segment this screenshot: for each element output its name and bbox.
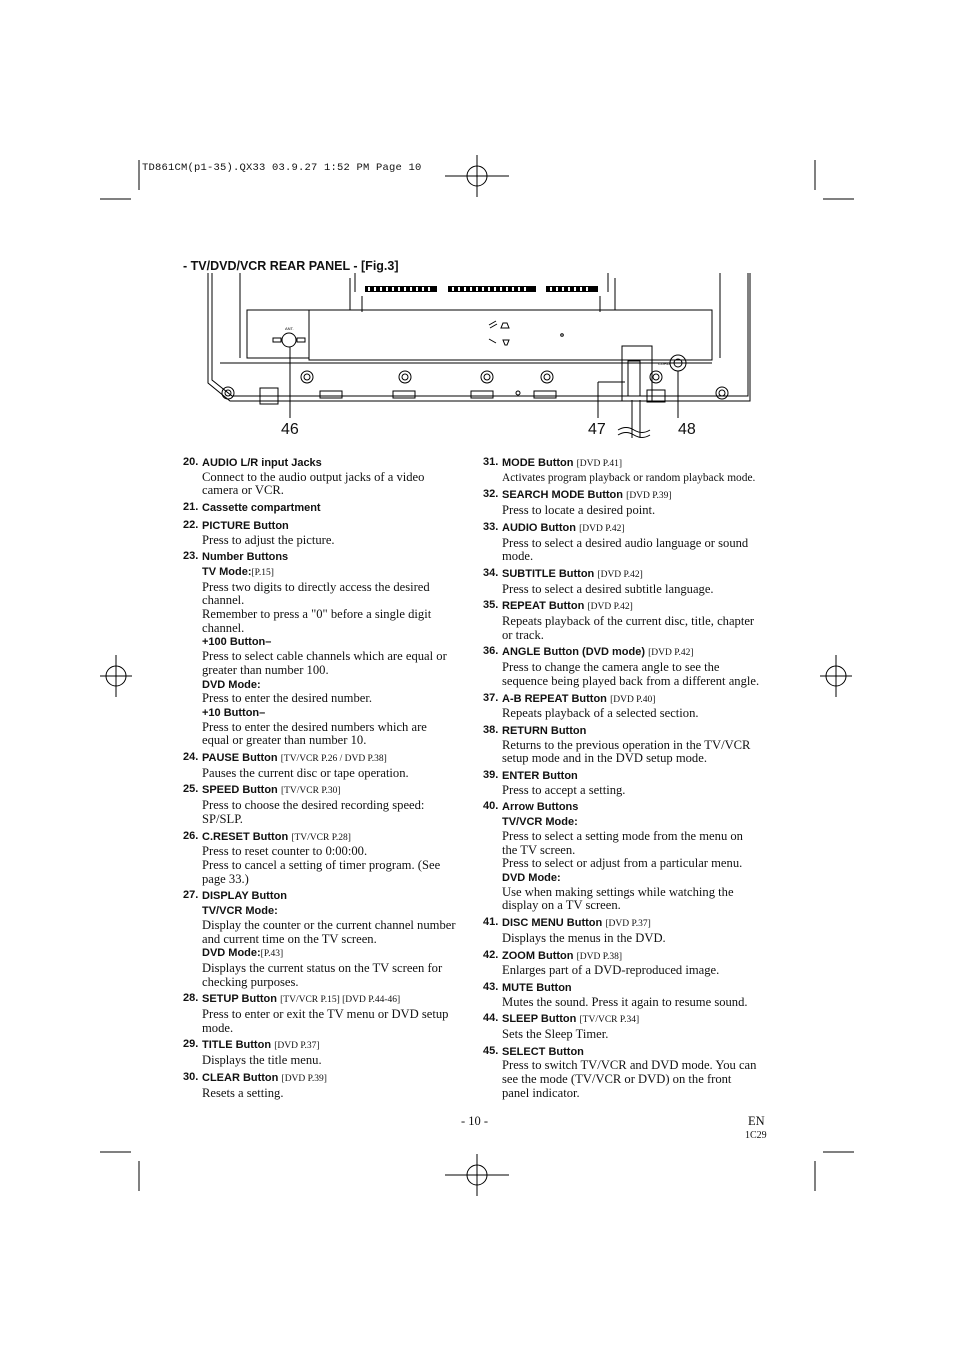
subsection-description-line: Press to select cable channels which are equal or — [202, 649, 447, 664]
language-code: EN — [748, 1114, 765, 1128]
list-item — [183, 1071, 473, 1100]
item-title: A-B REPEAT Button — [502, 692, 607, 705]
item-heading — [502, 488, 773, 504]
subsection-description-line: equal or greater than number 10. — [202, 733, 367, 748]
item-description-line: Press to choose the desired recording speed: — [202, 798, 425, 813]
item-number: 22. — [183, 518, 199, 531]
subsection-label: TV Mode: — [202, 565, 252, 578]
list-item — [483, 800, 773, 913]
item-title: SETUP Button — [202, 993, 277, 1006]
item-heading — [202, 1038, 473, 1054]
item-number: 45. — [483, 1044, 499, 1057]
subsection-heading — [502, 815, 773, 830]
subsection-description-line: Press to select or adjust from a particular menu. — [502, 856, 743, 871]
item-heading — [502, 692, 773, 708]
item-page-ref: [TV/VCR P.30] — [280, 786, 341, 797]
item-number: 41. — [483, 916, 499, 929]
item-description-line: page 33.) — [202, 871, 249, 886]
subsection-description-line: Display the counter or the current channel number — [202, 917, 456, 932]
item-heading — [502, 949, 773, 965]
item-description-line: setup mode and in the DVD setup mode. — [502, 751, 707, 766]
item-title: PICTURE Button — [202, 519, 289, 532]
subsection-description-line: Press two digits to directly access the desired — [202, 579, 430, 594]
list-item — [483, 916, 773, 945]
item-title: TITLE Button — [202, 1039, 272, 1052]
item-heading — [202, 501, 473, 516]
item-number: 21. — [183, 501, 199, 514]
list-item — [183, 550, 473, 748]
item-page-ref: [TV/VCR P.26 / DVD P.38] — [280, 754, 387, 765]
item-number: 39. — [483, 769, 499, 782]
subsection-description-line: Press to enter the desired numbers which are — [202, 719, 427, 734]
list-item — [483, 456, 773, 485]
subsection-description-line: display on a TV screen. — [502, 898, 621, 913]
item-heading — [502, 567, 773, 583]
subsection-label: DVD Mode: — [502, 871, 561, 884]
item-description-line: Repeats playback of a selected section. — [502, 706, 699, 721]
list-item — [183, 1038, 473, 1067]
item-number: 23. — [183, 550, 199, 563]
item-description-line: Pauses the current disc or tape operation. — [202, 765, 409, 780]
item-title: ENTER Button — [502, 770, 578, 783]
item-title: MUTE Button — [502, 981, 572, 994]
list-item — [483, 1045, 773, 1101]
item-title: Cassette compartment — [202, 502, 321, 515]
item-description-line: or track. — [502, 627, 544, 642]
list-item — [483, 692, 773, 721]
subsection-heading — [202, 635, 473, 650]
section-title: - TV/DVD/VCR REAR PANEL - [Fig.3] — [183, 259, 399, 273]
subsection-page-ref: [P.43] — [260, 949, 284, 960]
callout-47: 47 — [588, 421, 606, 438]
item-page-ref: [DVD P.37] — [605, 919, 651, 930]
list-item — [483, 1012, 773, 1041]
item-page-ref: [DVD P.39] — [626, 491, 672, 502]
item-description-line: Press to locate a desired point. — [502, 503, 656, 518]
list-item — [483, 981, 773, 1009]
item-description-line: Enlarges part of a DVD-reproduced image. — [502, 963, 720, 978]
item-description-line: camera or VCR. — [202, 483, 284, 498]
item-number: 32. — [483, 488, 499, 501]
item-title: AUDIO Button — [502, 521, 576, 534]
list-item — [483, 949, 773, 978]
list-item — [183, 889, 473, 989]
item-page-ref: [DVD P.41] — [576, 459, 623, 469]
item-heading — [502, 981, 773, 996]
list-item — [483, 599, 773, 642]
item-page-ref: [TV/VCR P.34] — [579, 1015, 640, 1026]
subsection-description-line: the TV screen. — [502, 842, 576, 857]
subsection-description-line: Press to select a setting mode from the menu on — [502, 828, 743, 843]
item-description-line: mode. — [202, 1020, 234, 1035]
subsection-label: +100 Button– — [202, 636, 272, 649]
item-number: 38. — [483, 723, 499, 736]
item-page-ref: [DVD P.42] — [648, 648, 694, 659]
items-right-column — [483, 456, 773, 1104]
item-heading — [502, 521, 773, 537]
item-title: RETURN Button — [502, 724, 587, 737]
item-heading — [502, 916, 773, 932]
item-description-line: Press to select a desired audio language or sound — [502, 535, 749, 550]
item-heading — [202, 783, 473, 799]
item-number: 27. — [183, 889, 199, 902]
subsection-label: +10 Button– — [202, 706, 266, 719]
item-description-line: Displays the menus in the DVD. — [502, 930, 666, 945]
item-heading — [502, 599, 773, 615]
subsection-description-line: Use when making settings while watching the — [502, 884, 734, 899]
item-page-ref: [DVD P.40] — [610, 694, 656, 705]
item-heading — [202, 992, 473, 1008]
subsection-label: DVD Mode: — [202, 678, 261, 691]
subsection-heading — [202, 678, 473, 693]
callout-48: 48 — [678, 421, 696, 438]
subsection-description-line: checking purposes. — [202, 974, 299, 989]
item-title: ZOOM Button — [502, 949, 574, 962]
item-title: SEARCH MODE Button — [502, 489, 623, 502]
subsection-label: TV/VCR Mode: — [502, 816, 578, 829]
item-title: MODE Button — [502, 457, 574, 469]
item-title: SPEED Button — [202, 784, 278, 797]
document-code: 1C29 — [745, 1130, 767, 1141]
item-heading — [202, 830, 473, 846]
item-title: AUDIO L/R input Jacks — [202, 457, 322, 469]
item-description-line: sequence being played back from a different angle. — [502, 673, 760, 688]
item-number: 43. — [483, 980, 499, 993]
item-title: CLEAR Button — [202, 1071, 279, 1084]
item-heading — [502, 1012, 773, 1028]
list-item — [183, 751, 473, 780]
subsection-description-line: channel. — [202, 620, 245, 635]
item-title: SLEEP Button — [502, 1013, 577, 1026]
page-number: - 10 - — [461, 1114, 489, 1128]
item-description-line: mode. — [502, 549, 534, 564]
item-description-line: Sets the Sleep Timer. — [502, 1027, 609, 1042]
subsection-heading — [202, 565, 473, 581]
ant-label: ANT. — [285, 326, 294, 331]
items-left-column — [183, 456, 473, 1103]
item-description-line: Mutes the sound. Press it again to resume sound. — [502, 994, 748, 1009]
item-description-line: Resets a setting. — [202, 1085, 284, 1100]
item-heading — [502, 1045, 773, 1060]
item-heading — [502, 645, 773, 661]
item-number: 40. — [483, 800, 499, 813]
item-heading — [502, 800, 773, 815]
item-number: 35. — [483, 599, 499, 612]
item-page-ref: [DVD P.42] — [597, 569, 643, 580]
item-description-line: Press to adjust the picture. — [202, 532, 335, 547]
item-title: Arrow Buttons — [502, 801, 579, 814]
list-item — [183, 830, 473, 887]
list-item — [183, 519, 473, 547]
item-description-line: see the mode (TV/VCR or DVD) on the front — [502, 1072, 732, 1087]
item-page-ref: [DVD P.38] — [576, 951, 623, 962]
item-number: 44. — [483, 1012, 499, 1025]
subsection-description-line: greater than number 100. — [202, 662, 329, 677]
item-title: REPEAT Button — [502, 600, 585, 613]
item-number: 20. — [183, 456, 199, 468]
item-number: 33. — [483, 520, 499, 533]
item-heading — [202, 751, 473, 767]
item-page-ref: [DVD P.42] — [587, 602, 633, 613]
item-description-line: Press to change the camera angle to see the — [502, 660, 720, 675]
file-header: TD861CM(p1-35).QX33 03.9.27 1:52 PM Page 10 — [142, 162, 422, 174]
item-number: 34. — [483, 566, 499, 579]
item-number: 30. — [183, 1070, 199, 1083]
item-title: DISC MENU Button — [502, 917, 603, 930]
item-description-line: Press to switch TV/VCR and DVD mode. You can — [502, 1058, 757, 1073]
subsection-description-line: channel. — [202, 593, 245, 608]
item-page-ref: [DVD P.39] — [281, 1073, 327, 1084]
item-number: 42. — [483, 948, 499, 961]
subsection-description-line: Press to enter the desired number. — [202, 691, 372, 706]
item-title: SUBTITLE Button — [502, 567, 595, 580]
list-item — [483, 645, 773, 688]
item-number: 31. — [483, 456, 499, 468]
item-number: 26. — [183, 829, 199, 842]
subsection-label: TV/VCR Mode: — [202, 905, 278, 918]
item-title: SELECT Button — [502, 1045, 584, 1058]
subsection-heading — [202, 946, 473, 962]
item-description-line: Repeats playback of the current disc, title, chapter — [502, 614, 755, 629]
item-page-ref: [TV/VCR P.28] — [291, 832, 351, 843]
item-description-line: Returns to the previous operation in the TV/VCR — [502, 737, 751, 752]
item-description-line: Press to cancel a setting of timer program. (See — [202, 857, 441, 872]
item-heading — [202, 519, 473, 534]
item-title: ANGLE Button (DVD mode) — [502, 646, 645, 659]
subsection-label: DVD Mode: — [202, 947, 261, 960]
item-number: 24. — [183, 751, 199, 764]
item-description-line: Press to accept a setting. — [502, 782, 626, 797]
item-title: Number Buttons — [202, 551, 289, 564]
list-item — [183, 501, 473, 516]
item-heading — [202, 889, 473, 904]
item-description-line: Press to reset counter to 0:00:00. — [202, 844, 368, 859]
item-number: 25. — [183, 783, 199, 796]
item-description-line: Activates program playback or random playback mode. — [502, 471, 756, 484]
item-heading — [202, 1071, 473, 1087]
list-item — [183, 783, 473, 826]
item-number: 28. — [183, 992, 199, 1005]
callout-46: 46 — [281, 421, 299, 438]
subsection-heading — [202, 904, 473, 919]
item-heading — [502, 769, 773, 784]
item-number: 37. — [483, 691, 499, 704]
item-heading — [502, 724, 773, 739]
list-item — [483, 488, 773, 517]
item-description-line: Press to enter or exit the TV menu or DVD setup — [202, 1007, 449, 1022]
subsection-description-line: and current time on the TV screen. — [202, 931, 377, 946]
cord-label: CORD — [658, 361, 670, 366]
item-heading — [502, 456, 773, 472]
item-description-line: Connect to the audio output jacks of a video — [202, 469, 425, 484]
item-page-ref: [DVD P.42] — [579, 523, 625, 534]
list-item — [483, 567, 773, 596]
subsection-description-line: Remember to press a "0" before a single digit — [202, 607, 432, 622]
item-description-line: SP/SLP. — [202, 811, 243, 826]
item-heading — [202, 550, 473, 565]
subsection-heading — [202, 706, 473, 721]
item-title: PAUSE Button — [202, 752, 278, 765]
item-page-ref: [TV/VCR P.15] [DVD P.44-46] — [280, 995, 401, 1006]
list-item — [183, 992, 473, 1035]
item-description-line: Press to select a desired subtitle language. — [502, 581, 714, 596]
item-description-line: Displays the title menu. — [202, 1053, 322, 1068]
item-page-ref: [DVD P.37] — [274, 1041, 320, 1052]
item-title: DISPLAY Button — [202, 890, 287, 903]
list-item — [483, 769, 773, 797]
subsection-description-line: Displays the current status on the TV screen for — [202, 960, 443, 975]
list-item — [183, 456, 473, 498]
item-number: 29. — [183, 1038, 199, 1051]
item-title: C.RESET Button — [202, 830, 289, 843]
item-heading — [202, 456, 473, 471]
list-item — [483, 724, 773, 766]
item-description-line: panel indicator. — [502, 1085, 580, 1100]
list-item — [483, 521, 773, 564]
item-number: 36. — [483, 645, 499, 658]
subsection-page-ref: [P.15] — [251, 567, 274, 578]
subsection-heading — [502, 871, 773, 886]
